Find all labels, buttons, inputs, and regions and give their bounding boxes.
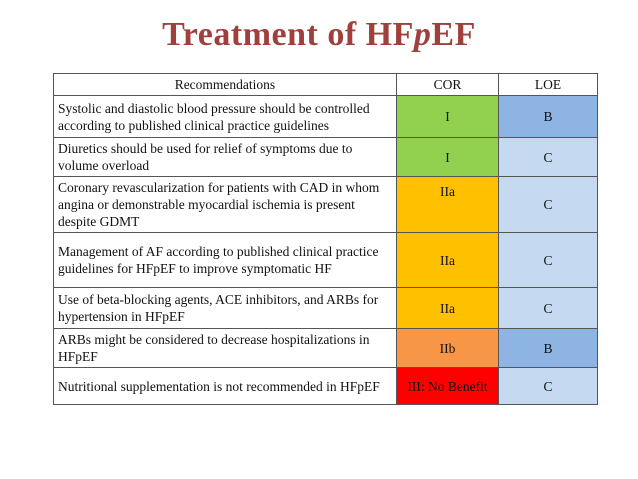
loe-cell: C: [499, 138, 598, 177]
cor-cell: IIa: [396, 177, 498, 233]
cor-cell: III: No Benefit: [396, 368, 498, 405]
recommendation-cell: ARBs might be considered to decrease hospitalizations in HFpEF: [54, 329, 397, 368]
table-row: [54, 288, 598, 329]
loe-cell: C: [499, 233, 598, 288]
recommendation-cell: Use of beta-blocking agents, ACE inhibitors, and ARBs for hypertension in HFpEF: [54, 288, 397, 329]
table-row: [54, 96, 598, 138]
header-recommendations: Recommendations: [54, 74, 397, 96]
loe-cell: C: [499, 177, 598, 233]
cor-cell: IIb: [396, 329, 498, 368]
cor-cell: IIa: [396, 233, 498, 288]
loe-cell: B: [499, 96, 598, 138]
title-italic: p: [413, 16, 432, 53]
table-row: [54, 177, 598, 233]
cor-cell: IIa: [396, 288, 498, 329]
recommendation-cell: Diuretics should be used for relief of symptoms due to volume overload: [54, 138, 397, 177]
loe-cell: C: [499, 368, 598, 405]
header-cor: COR: [396, 74, 498, 96]
slide-title: [0, 16, 638, 54]
recommendation-cell: Nutritional supplementation is not recommended in HFpEF: [54, 368, 397, 405]
table-row: [54, 329, 598, 368]
title-suffix: EF: [431, 16, 476, 53]
recommendation-cell: Systolic and diastolic blood pressure should be controlled according to published clinical practice guidelines: [54, 96, 397, 138]
cor-cell: I: [396, 138, 498, 177]
loe-cell: B: [499, 329, 598, 368]
table-row: [54, 233, 598, 288]
header-loe: LOE: [499, 74, 598, 96]
table-header-row: [54, 74, 598, 96]
title-prefix: Treatment of HF: [162, 16, 414, 53]
recommendation-cell: Management of AF according to published clinical practice guidelines for HFpEF to improve symptomatic HF: [54, 233, 397, 288]
recommendations-table: [53, 73, 598, 405]
loe-cell: C: [499, 288, 598, 329]
recommendation-cell: Coronary revascularization for patients with CAD in whom angina or demonstrable myocardial ischemia is present despite GDMT: [54, 177, 397, 233]
table-row: [54, 138, 598, 177]
cor-cell: I: [396, 96, 498, 138]
table-row: [54, 368, 598, 405]
